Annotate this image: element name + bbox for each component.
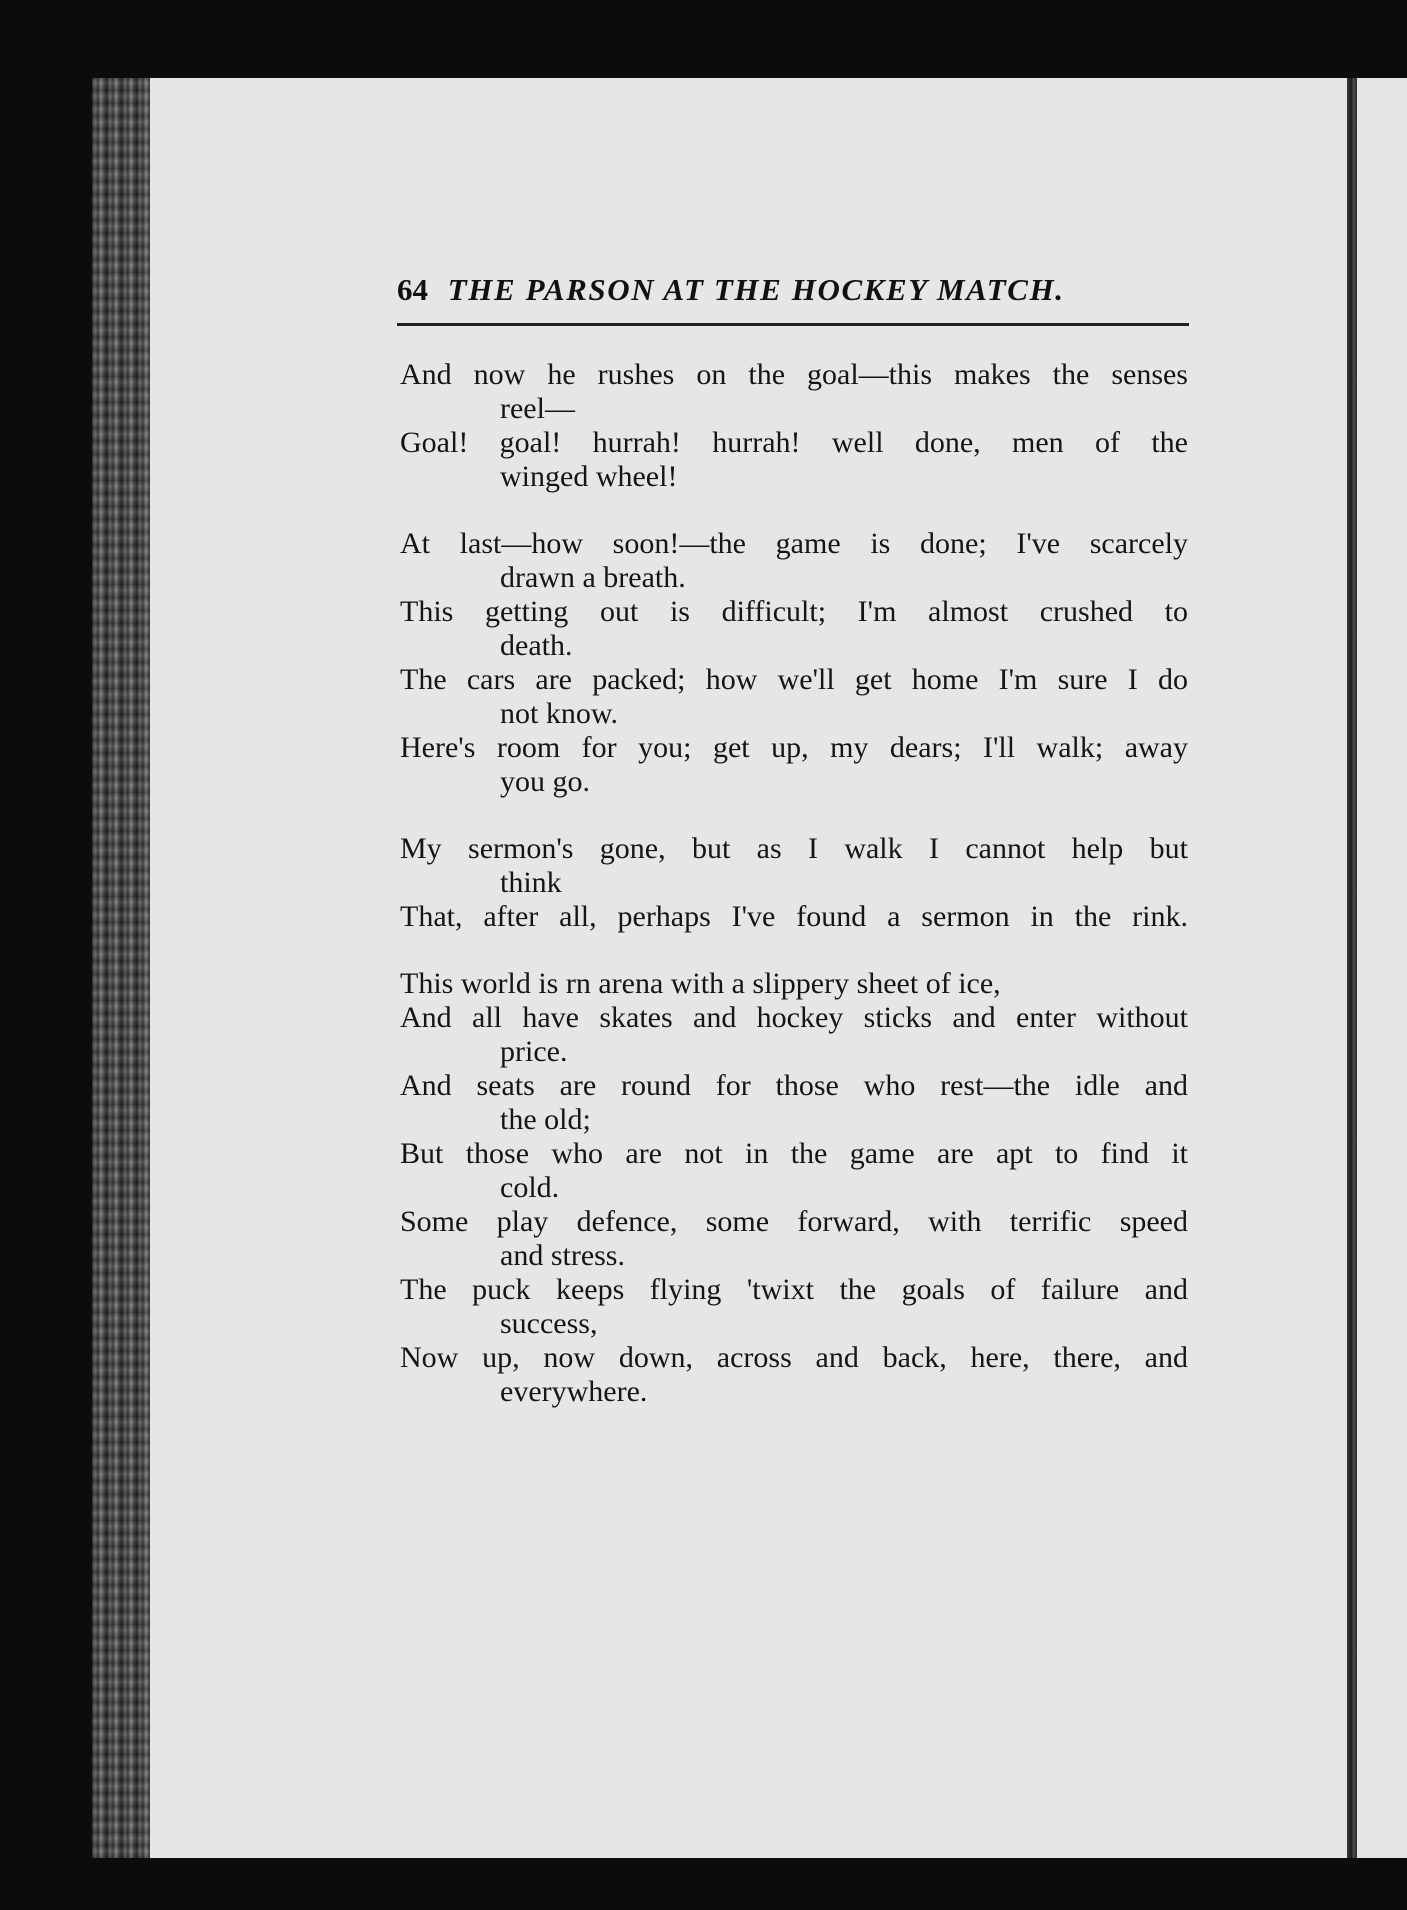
verse-turnover: everywhere. <box>500 1375 648 1408</box>
verse-line <box>400 731 1188 799</box>
verse-text: And seats are round for those who rest—the idle and <box>400 1069 1188 1102</box>
verse-text: At last—how soon!—the game is done; I've scarcely <box>400 527 1188 560</box>
verse-line <box>400 663 1188 731</box>
verse-text: And all have skates and hockey sticks and enter without <box>400 1001 1188 1034</box>
verse-text: But those who are not in the game are apt to find it <box>400 1137 1188 1170</box>
page-number: 64 <box>397 272 428 307</box>
verse-text: And now he rushes on the goal—this makes the senses <box>400 358 1188 391</box>
verse-line <box>400 832 1188 900</box>
verse-line <box>400 527 1188 595</box>
verse-line <box>400 1069 1188 1137</box>
verse-text: That, after all, perhaps I've found a sermon in the rink. <box>400 900 1188 933</box>
right-page-edge <box>1357 78 1407 1858</box>
head-rule <box>397 323 1189 326</box>
verse-line <box>400 426 1188 494</box>
verse-line <box>400 358 1188 426</box>
verse-text: This world is rn arena with a slippery sheet of ice, <box>400 967 1001 1000</box>
stanza <box>400 832 1188 934</box>
verse-text: This getting out is difficult; I'm almost crushed to <box>400 595 1188 628</box>
verse-text: My sermon's gone, but as I walk I cannot help but <box>400 832 1188 865</box>
verse-turnover: reel— <box>500 392 575 425</box>
verse-line <box>400 595 1188 663</box>
verse-turnover: you go. <box>500 765 590 798</box>
verse-line <box>400 1205 1188 1273</box>
verse-turnover: price. <box>500 1035 568 1068</box>
verse-line <box>400 1273 1188 1341</box>
verse-turnover: not know. <box>500 697 619 730</box>
verse-turnover: think <box>500 866 562 899</box>
stanza <box>400 967 1188 1409</box>
verse-text: Some play defence, some forward, with terrific speed <box>400 1205 1188 1238</box>
verse-text: The puck keeps flying 'twixt the goals of failure and <box>400 1273 1188 1306</box>
verse-turnover: cold. <box>500 1171 560 1204</box>
verse-text: Now up, now down, across and back, here, there, and <box>400 1341 1188 1374</box>
verse-line <box>400 1341 1188 1409</box>
verse-turnover: winged wheel! <box>500 460 678 493</box>
verse-turnover: success, <box>500 1307 598 1340</box>
verse-line <box>400 1001 1188 1069</box>
verse-text: Goal! goal! hurrah! hurrah! well done, men of the <box>400 426 1188 459</box>
verse-text: Here's room for you; get up, my dears; I'll walk; away <box>400 731 1188 764</box>
verse-turnover: and stress. <box>500 1239 625 1272</box>
verse-line <box>400 967 1188 1001</box>
verse-line <box>400 900 1188 934</box>
stanza <box>400 527 1188 799</box>
running-title: THE PARSON AT THE HOCKEY MATCH. <box>447 272 1065 307</box>
verse-turnover: the old; <box>500 1103 591 1136</box>
verse-turnover: drawn a breath. <box>500 561 686 594</box>
verse-text: The cars are packed; how we'll get home I'm sure I do <box>400 663 1188 696</box>
poem-body <box>400 358 1188 1409</box>
gutter-shadow <box>1347 78 1357 1858</box>
stanza <box>400 358 1188 494</box>
verse-turnover: death. <box>500 629 573 662</box>
verse-line <box>400 1137 1188 1205</box>
running-head <box>397 272 1189 318</box>
